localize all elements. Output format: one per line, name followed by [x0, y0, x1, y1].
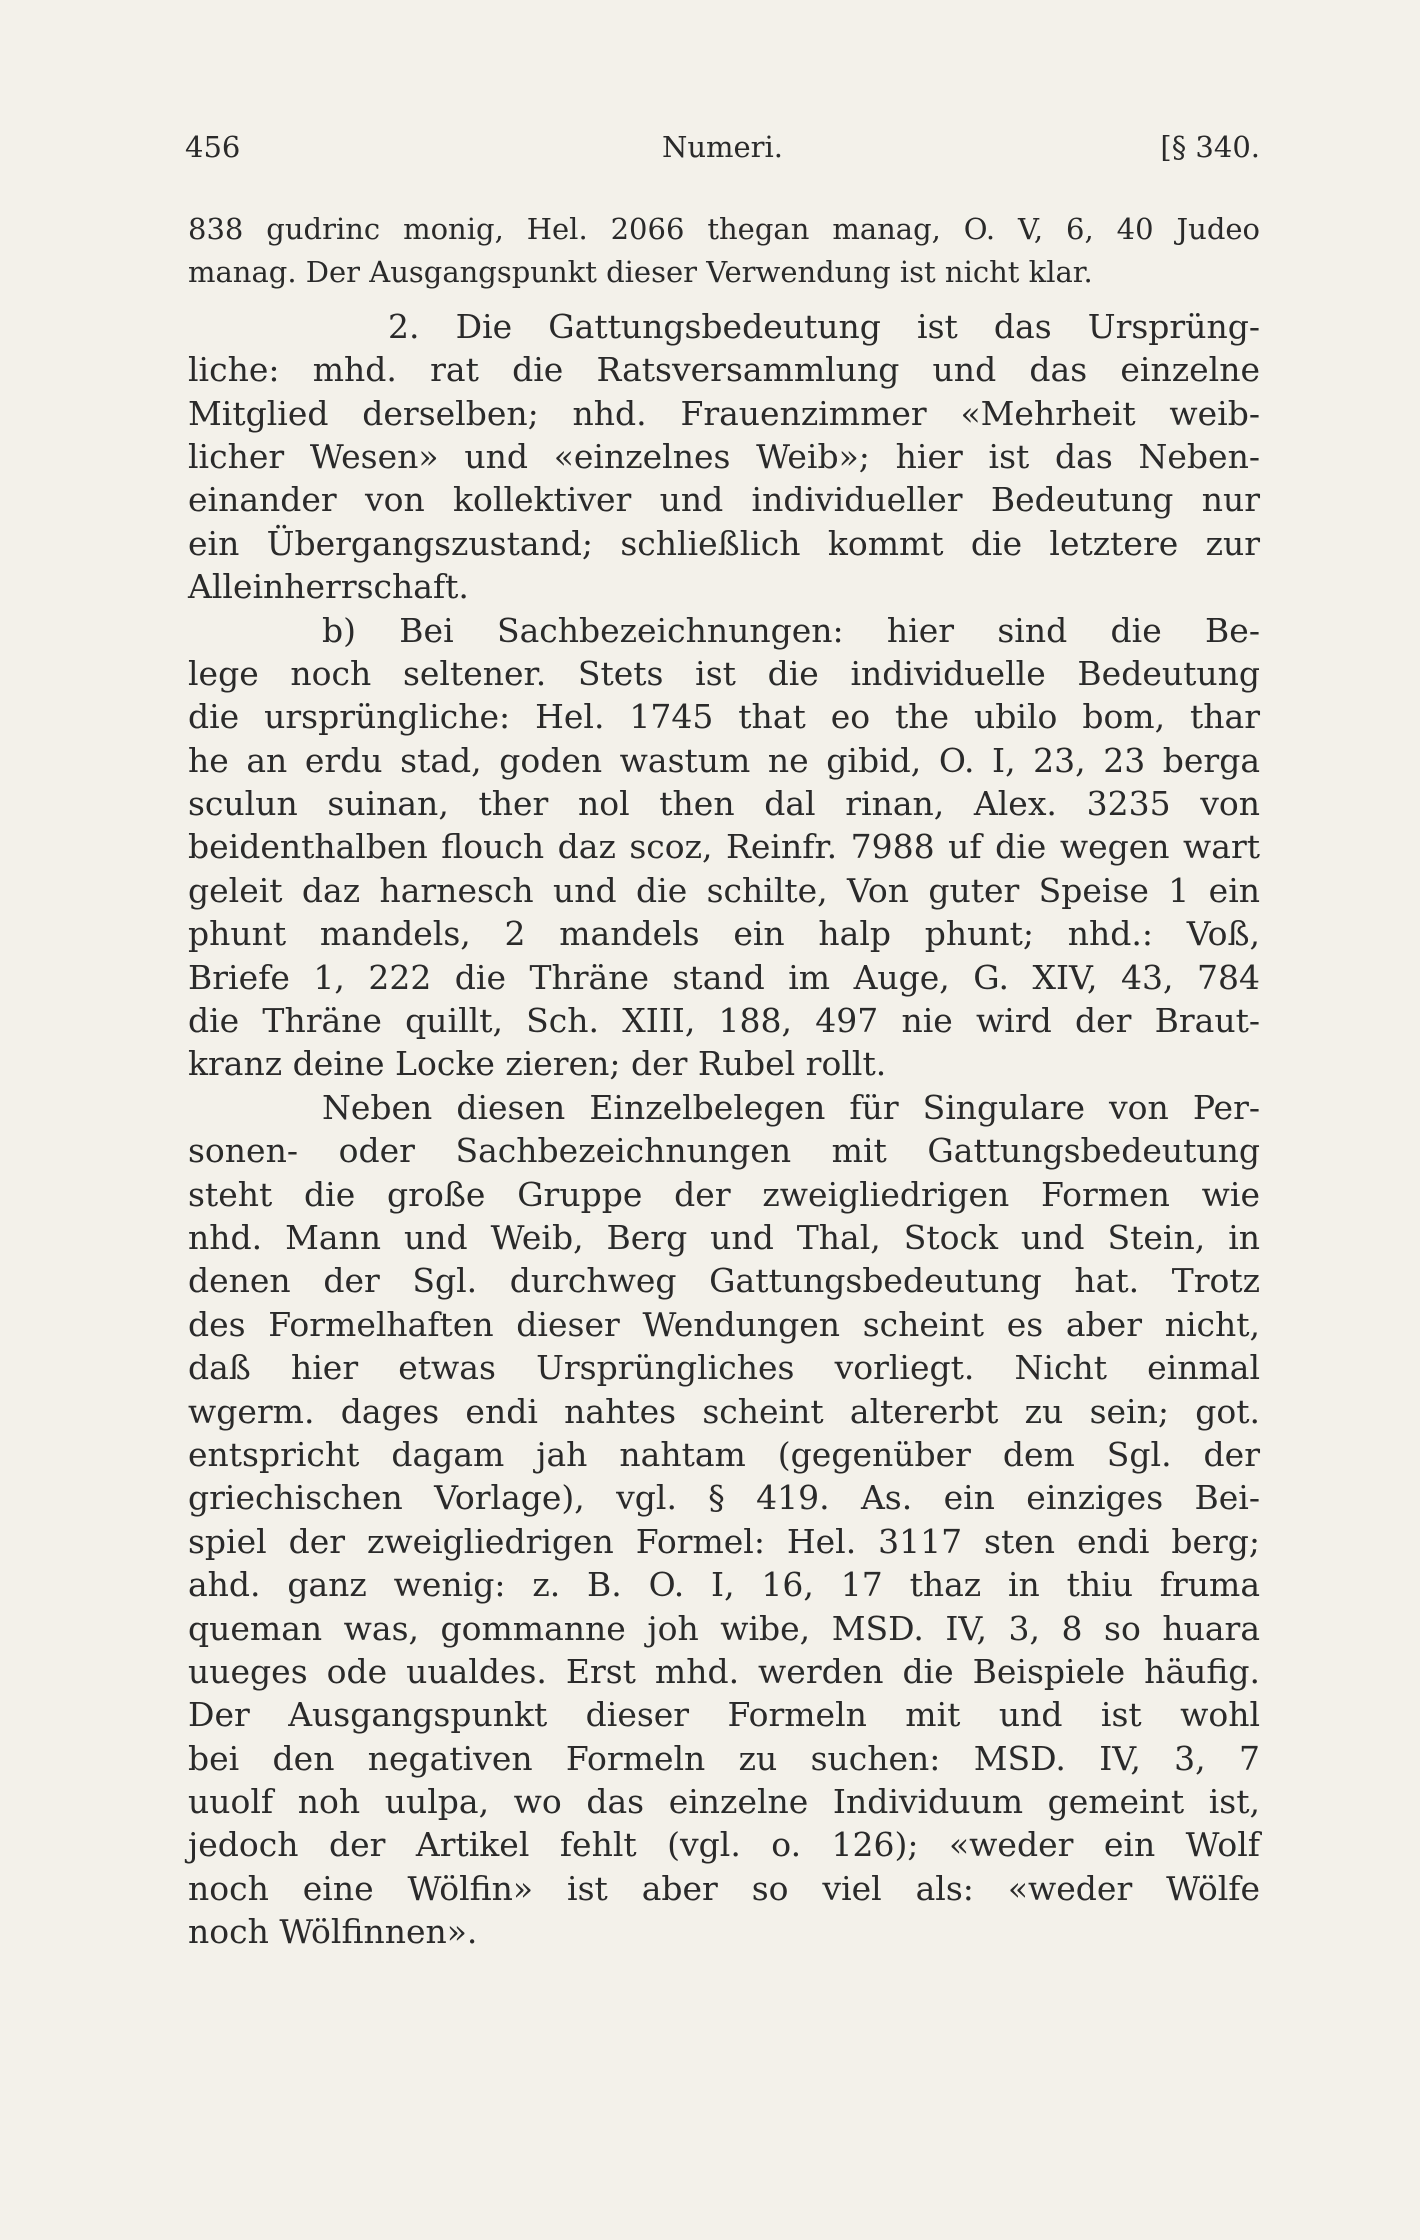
text-line: liche: mhd. rat die Ratsversammlung und das einzelne	[188, 350, 1260, 390]
text-line: beidenthalben flouch daz scoz, Reinfr. 7988 uf die wegen wart	[188, 827, 1260, 867]
text-line: noch eine Wölfin» ist aber so viel als: «weder Wölfe	[188, 1868, 1260, 1908]
text-line: nhd. Mann und Weib, Berg und Thal, Stock und Stein, in	[188, 1217, 1260, 1257]
text-line: spiel der zweigliedrigen Formel: Hel. 3117 sten endi berg;	[188, 1521, 1260, 1561]
text-line: steht die große Gruppe der zweigliedrigen Formen wie	[188, 1174, 1260, 1214]
text-line: sonen- oder Sachbezeichnungen mit Gattungsbedeutung	[188, 1131, 1260, 1171]
text-line: uueges ode uualdes. Erst mhd. werden die Beispiele häufig.	[188, 1651, 1260, 1691]
text-line: ahd. ganz wenig: z. B. O. I, 16, 17 thaz in thiu fruma	[188, 1565, 1260, 1605]
section-marker: [§ 340.	[1160, 130, 1260, 164]
text-line: uuolf noh uulpa, wo das einzelne Individuum gemeint ist,	[188, 1782, 1260, 1822]
text-line: noch Wölfinnen».	[188, 1912, 478, 1952]
text-line: 2. Die Gattungsbedeutung ist das Ursprüng-	[388, 306, 1260, 346]
text-line: lege noch seltener. Stets ist die individuelle Bedeutung	[188, 653, 1260, 693]
text-line: kranz deine Locke zieren; der Rubel rollt.	[188, 1044, 887, 1084]
text-line: 838 gudrinc monig, Hel. 2066 thegan manag, O. V, 6, 40 Judeo	[188, 212, 1260, 246]
text-line: licher Wesen» und «einzelnes Weib»; hier ist das Neben-	[188, 436, 1260, 476]
text-line: phunt mandels, 2 mandels ein halp phunt; nhd.: Voß,	[188, 914, 1260, 954]
text-line: ein Übergangszustand; schließlich kommt die letztere zur	[188, 523, 1260, 563]
text-line: Neben diesen Einzelbelegen für Singulare von Per-	[322, 1087, 1260, 1127]
page-body	[188, 208, 1260, 1954]
text-line: Der Ausgangspunkt dieser Formeln mit und ist wohl	[188, 1695, 1260, 1735]
text-line: Briefe 1, 222 die Thräne stand im Auge, G. XIV, 43, 784	[188, 957, 1260, 997]
text-line: Alleinherrschaft.	[188, 567, 469, 607]
text-line: daß hier etwas Ursprüngliches vorliegt. Nicht einmal	[188, 1348, 1260, 1388]
text-line: geleit daz harnesch und die schilte, Von guter Speise 1 ein	[188, 870, 1260, 910]
text-line: sculun suinan, ther nol then dal rinan, Alex. 3235 von	[188, 784, 1260, 824]
text-line: b) Bei Sachbezeichnungen: hier sind die Be-	[322, 610, 1260, 650]
text-line: des Formelhaften dieser Wendungen scheint es aber nicht,	[188, 1304, 1260, 1344]
text-line: he an erdu stad, goden wastum ne gibid, O. I, 23, 23 berga	[188, 740, 1260, 780]
text-line: manag. Der Ausgangspunkt dieser Verwendung ist nicht klar.	[188, 255, 1093, 290]
text-line: griechischen Vorlage), vgl. § 419. As. ein einziges Bei-	[188, 1478, 1260, 1518]
text-line: queman was, gommanne joh wibe, MSD. IV, 3, 8 so huara	[188, 1608, 1260, 1648]
text-line: denen der Sgl. durchweg Gattungsbedeutung hat. Trotz	[188, 1261, 1260, 1301]
text-line: die Thräne quillt, Sch. XIII, 188, 497 nie wird der Braut-	[188, 1001, 1260, 1041]
text-line: die ursprüngliche: Hel. 1745 that eo the ubilo bom, thar	[188, 697, 1260, 737]
text-line: einander von kollektiver und individueller Bedeutung nur	[188, 480, 1260, 520]
text-line: bei den negativen Formeln zu suchen: MSD. IV, 3, 7	[188, 1738, 1260, 1778]
page-number: 456	[185, 130, 241, 164]
page-header	[185, 130, 1260, 170]
text-line: wgerm. dages endi nahtes scheint altererbt zu sein; got.	[188, 1391, 1260, 1431]
running-title: Numeri.	[661, 130, 784, 164]
text-line: jedoch der Artikel fehlt (vgl. o. 126); «weder ein Wolf	[188, 1825, 1260, 1865]
text-line: Mitglied derselben; nhd. Frauenzimmer «Mehrheit weib-	[188, 393, 1260, 433]
text-line: entspricht dagam jah nahtam (gegenüber dem Sgl. der	[188, 1434, 1260, 1474]
